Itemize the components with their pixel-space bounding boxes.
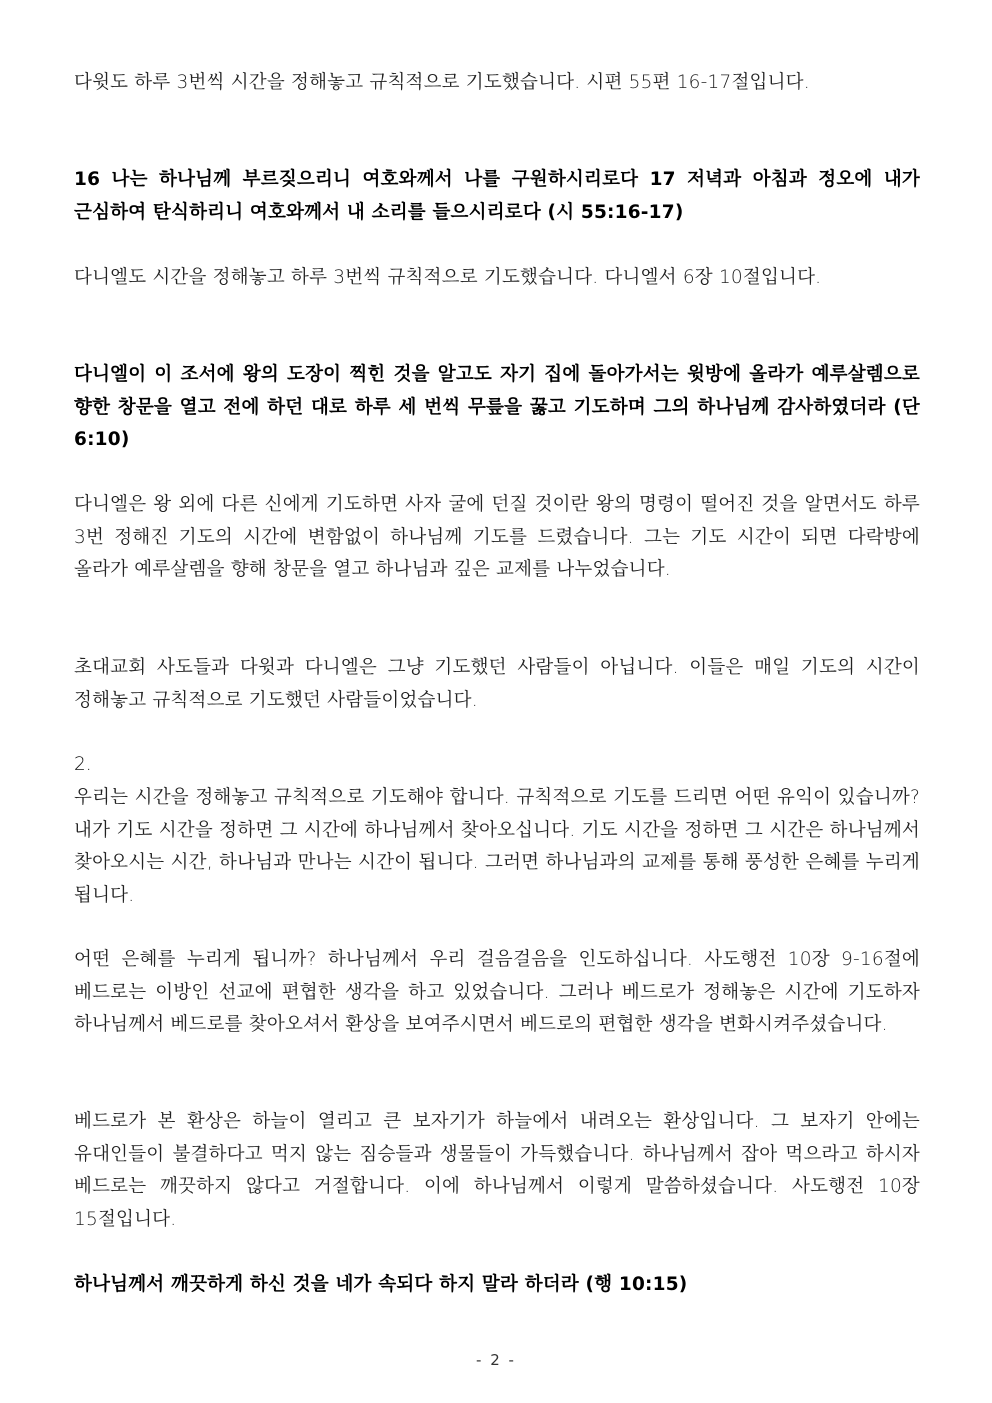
- paragraph-daniel-prayer: 다니엘도 시간을 정해놓고 하루 3번씩 규칙적으로 기도했습니다. 다니엘서 6장 10절입니다.: [74, 267, 822, 288]
- section-number: 2.: [74, 754, 92, 775]
- scripture-psalm-55: 16 나는 하나님께 부르짖으리니 여호와께서 나를 구원하시리로다 17 저녁과 아침과 정오에 내가 근심하여 탄식하리니 여호와께서 내 소리를 들으시리로다 (시 55:16-17): [74, 169, 920, 223]
- paragraph-peter-vision: 베드로가 본 환상은 하늘이 열리고 큰 보자기가 하늘에서 내려오는 환상입니다. 그 보자기 안에는 유대인들이 불결하다고 먹지 않는 짐승들과 생물들이 가득했습니다. 하나님께서 잡아 먹으라고 하시자 베드로는 깨끗하지 않다고 거절합니다. 이에 하나님께서 이렇게 말씀하셨습니다. 사도행전 10장 15절입니다.: [74, 1111, 920, 1230]
- page-number: - 2 -: [476, 1351, 516, 1369]
- scripture-daniel-6: 다니엘이 이 조서에 왕의 도장이 찍힌 것을 알고도 자기 집에 돌아가서는 윗방에 올라가 예루살렘으로 향한 창문을 열고 전에 하던 대로 하루 세 번씩 무릎을 꿇고 기도하며 그의 하나님께 감사하였더라 (단 6:10): [74, 364, 920, 450]
- paragraph-daniel-command: 다니엘은 왕 외에 다른 신에게 기도하면 사자 굴에 던질 것이란 왕의 명령이 떨어진 것을 알면서도 하루 3번 정해진 기도의 시간에 변함없이 하나님께 기도를 드렸습니다. 그는 기도 시간이 되면 다락방에 올라가 예루살렘을 향해 창문을 열고 하나님과 깊은 교제를 나누었습니다.: [74, 494, 920, 580]
- paragraph-early-church: 초대교회 사도들과 다윗과 다니엘은 그냥 기도했던 사람들이 아닙니다. 이들은 매일 기도의 시간이 정해놓고 규칙적으로 기도했던 사람들이었습니다.: [74, 657, 920, 711]
- paragraph-regular-prayer: 우리는 시간을 정해놓고 규칙적으로 기도해야 합니다. 규칙적으로 기도를 드리면 어떤 유익이 있습니까? 내가 기도 시간을 정하면 그 시간에 하나님께서 찾아오십니다. 기도 시간을 정하면 그 시간은 하나님께서 찾아오시는 시간, 하나님과 만나는 시간이 됩니다. 그러면 하나님과의 교제를 통해 풍성한 은혜를 누리게 됩니다.: [74, 787, 920, 906]
- paragraph-david-prayer: 다윗도 하루 3번씩 시간을 정해놓고 규칙적으로 기도했습니다. 시편 55편 16-17절입니다.: [74, 72, 810, 93]
- paragraph-grace: 어떤 은혜를 누리게 됩니까? 하나님께서 우리 걸음걸음을 인도하십니다. 사도행전 10장 9-16절에 베드로는 이방인 선교에 편협한 생각을 하고 있었습니다. 그러나 베드로가 정해놓은 시간에 기도하자 하나님께서 베드로를 찾아오셔서 환상을 보여주시면서 베드로의 편협한 생각을 변화시켜주셨습니다.: [74, 949, 920, 1035]
- scripture-acts-10: 하나님께서 깨끗하게 하신 것을 네가 속되다 하지 말라 하더라 (행 10:15): [74, 1274, 688, 1295]
